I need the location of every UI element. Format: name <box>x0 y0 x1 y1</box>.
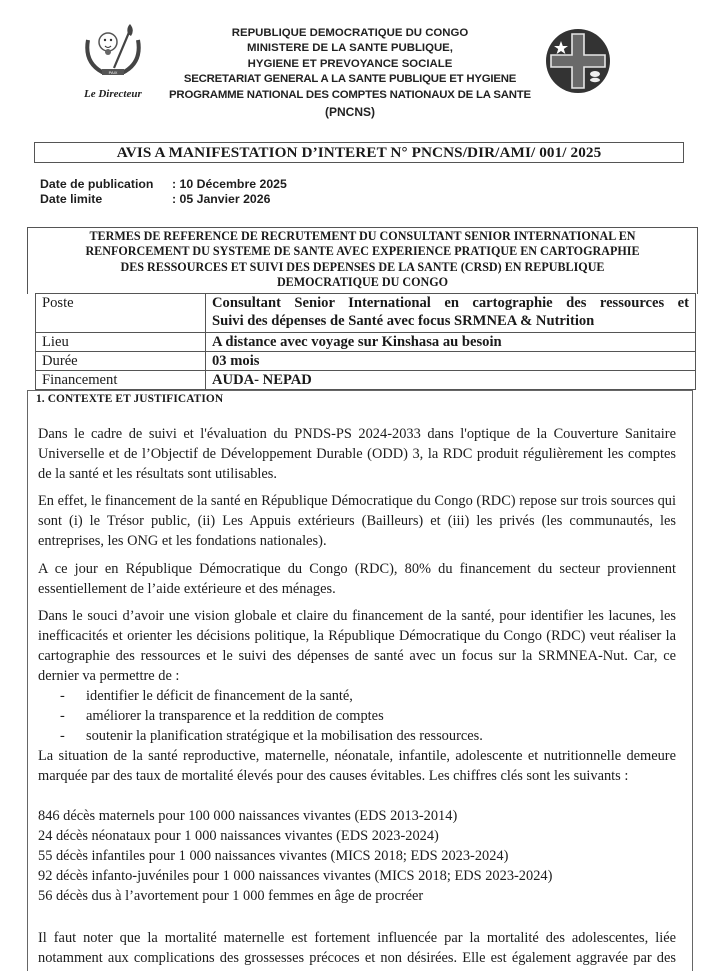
list-item <box>38 706 668 726</box>
table-row-lieu <box>36 333 696 352</box>
poste-value-line1: Consultant Senior International en cartographie des ressources et <box>212 295 689 311</box>
section-heading: 1. CONTEXTE ET JUSTIFICATION <box>36 393 224 405</box>
publication-date-label: Date de publication <box>40 177 154 191</box>
row-key: Financement <box>36 371 206 390</box>
paragraph-text: La situation de la santé reproductive, maternelle, néonatale, infantile, adolescente et nutritionnelle demeure marquée par des taux de mortalité élevés pour des causes évitables. Les chiffres clés sont les suivants : <box>38 748 676 784</box>
header-line-programme: PROGRAMME NATIONAL DES COMPTES NATIONAUX DE LA SANTE <box>169 88 531 101</box>
mortality-stats-list <box>38 806 552 906</box>
director-signature-label: Le Directeur <box>84 88 142 100</box>
paragraph-text: A ce jour en République Démocratique du Congo (RDC), 80% du financement du secteur proviennent essentiellement de l’aide extérieure et des ménages. <box>38 561 676 597</box>
paragraph <box>38 559 676 599</box>
tdr-title-line: TERMES DE REFERENCE DE RECRUTEMENT DU CONSULTANT SENIOR INTERNATIONAL EN <box>89 229 636 243</box>
tdr-title-box <box>27 227 698 294</box>
table-row-duree <box>36 352 696 371</box>
table-row-poste <box>36 294 696 333</box>
tdr-title-line: DES RESSOURCES ET SUIVI DES DEPENSES DE LA SANTE (CRSD) EN REPUBLIQUE <box>120 259 605 274</box>
header-line-secretariat: SECRETARIAT GENERAL A LA SANTE PUBLIQUE ET HYGIENE <box>183 73 517 86</box>
notice-dates <box>40 177 287 207</box>
paragraph <box>38 606 676 686</box>
pncns-cross-logo-icon <box>545 28 611 94</box>
publication-date-value: : 10 Décembre 2025 <box>172 177 287 191</box>
list-item <box>38 726 668 746</box>
header-acronym: (PNCNS) <box>325 105 375 120</box>
paragraph-text: Dans le cadre de suivi et l'évaluation du PNDS-PS 2024-2033 dans l'optique de la Couverture Sanitaire Universelle et de l’Objectif de Développement Durable (ODD) 3, la RDC produit régulièrement les comptes de la santé et les résultats sont utilisables. <box>38 426 676 482</box>
stat-line: 56 décès dus à l’avortement pour 1 000 femmes en âge de procréer <box>38 888 424 904</box>
row-value <box>206 294 696 333</box>
poste-value-line2: Suivi des dépenses de Santé avec focus SRMNEA & Nutrition <box>212 313 595 329</box>
list-item <box>38 686 668 706</box>
notice-title: AVIS A MANIFESTATION D’INTERET N° PNCNS/DIR/AMI/ 001/ 2025 <box>116 144 602 161</box>
coat-of-arms-icon <box>78 22 148 84</box>
paragraph-text: En effet, le financement de la santé en République Démocratique du Congo (RDC) repose sur trois sources qui sont (i) le Trésor public, (ii) Les Appuis extérieurs (Bailleurs) et (iii) les privés (les communautés, les entreprises, les ONG et les fondations nationales). <box>38 493 676 549</box>
svg-text:PAIX: PAIX <box>108 70 118 75</box>
deadline-value: : 05 Janvier 2026 <box>172 192 271 206</box>
position-info-table <box>35 293 696 390</box>
row-value: AUDA- NEPAD <box>206 371 696 390</box>
notice-title-box <box>34 142 684 163</box>
paragraph-text: Dans le souci d’avoir une vision globale et claire du financement de la santé, pour identifier les lacunes, les inefficacités et orienter les décisions politique, la République Démocratique du Congo (RDC) veut réaliser la cartographie des ressources et le suivi des dépenses de santé avec un focus sur la SRMNEA-Nut. Car, ce dernier va permettre de : <box>38 608 676 684</box>
paragraph <box>38 928 676 968</box>
row-key: Lieu <box>36 333 206 352</box>
stat-line: 92 décès infanto-juvéniles pour 1 000 naissances vivantes (MICS 2018; EDS 2023-2024) <box>38 868 553 884</box>
row-value: A distance avec voyage sur Kinshasa au besoin <box>206 333 696 352</box>
dash-bullet-icon: - <box>60 708 65 724</box>
dash-bullet-icon: - <box>60 728 65 744</box>
list-item-text: identifier le déficit de financement de la santé, <box>86 688 353 704</box>
bullet-list <box>38 686 668 746</box>
stat-line: 55 décès infantiles pour 1 000 naissances vivantes (MICS 2018; EDS 2023-2024) <box>38 848 509 864</box>
list-item-text: soutenir la planification stratégique et la mobilisation des ressources. <box>86 728 483 744</box>
paragraph-text: Il faut noter que la mortalité maternelle est fortement influencée par la mortalité des adolescentes, liée notamment aux complications des grossesses précoces et non désirées. Elle est également aggravée par des <box>38 930 676 966</box>
stat-line: 846 décès maternels pour 100 000 naissances vivantes (EDS 2013-2014) <box>38 808 458 824</box>
tdr-title-line: RENFORCEMENT DU SYSTEME DE SANTE AVEC EXPERIENCE PRATIQUE EN CARTOGRAPHIE <box>85 244 640 259</box>
row-key: Poste <box>36 294 206 333</box>
paragraph <box>38 746 676 786</box>
ministry-header <box>150 26 550 121</box>
table-row-financement <box>36 371 696 390</box>
paragraph <box>38 491 676 551</box>
header-line-country: REPUBLIQUE DEMOCRATIQUE DU CONGO <box>231 27 469 39</box>
header-line-ministry-2: HYGIENE ET PREVOYANCE SOCIALE <box>247 57 453 70</box>
paragraph <box>38 424 676 484</box>
deadline-label: Date limite <box>40 192 103 206</box>
list-item-text: améliorer la transparence et la reddition de comptes <box>86 708 384 724</box>
stat-line: 24 décès néonataux pour 1 000 naissances vivantes (EDS 2023-2024) <box>38 828 439 844</box>
tdr-title-line: DEMOCRATIQUE DU CONGO <box>276 275 449 290</box>
header-line-ministry: MINISTERE DE LA SANTE PUBLIQUE, <box>247 42 453 55</box>
row-value: 03 mois <box>206 352 696 371</box>
dash-bullet-icon: - <box>60 688 65 704</box>
row-key: Durée <box>36 352 206 371</box>
